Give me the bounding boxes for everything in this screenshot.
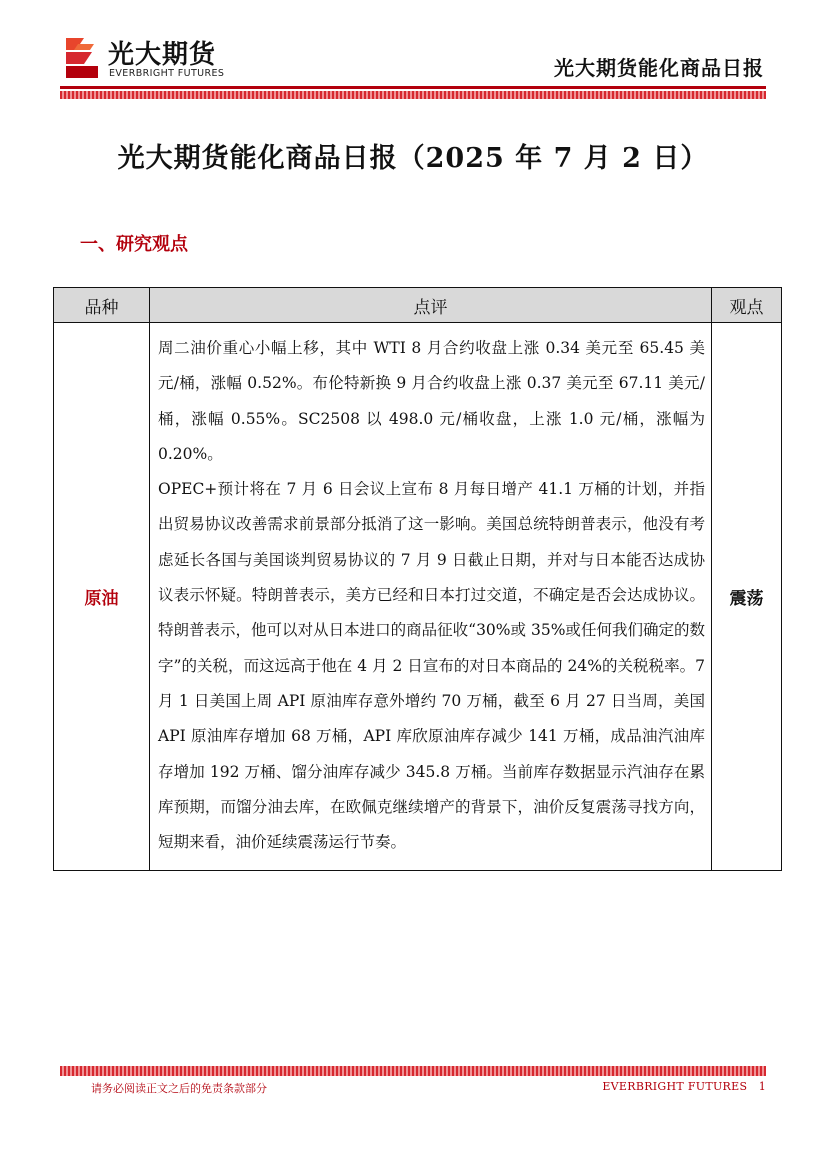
logo-english-name: EVERBRIGHT FUTURES (109, 68, 225, 79)
research-view-table (53, 287, 782, 871)
column-header-comment: 点评 (150, 288, 712, 323)
header-stripe-band (60, 91, 766, 99)
page-header (0, 0, 826, 100)
header-title: 光大期货能化商品日报 (554, 56, 764, 80)
column-header-view: 观点 (712, 288, 782, 323)
section-heading: 一、研究观点 (80, 234, 188, 255)
comment-cell (150, 323, 712, 871)
view-cell: 震荡 (712, 323, 782, 871)
footer-stripe-band (60, 1066, 766, 1076)
page-number: 1 (758, 1080, 766, 1093)
footer-brand-page (602, 1080, 766, 1093)
variety-cell: 原油 (54, 323, 150, 871)
comment-paragraph: OPEC+预计将在 7 月 6 日会议上宣布 8 月每日增产 41.1 万桶的计划，并指出贸易协议改善需求前景部分抵消了这一影响。美国总统特朗普表示，他没有考虑延长各国与美国谈判贸易协议的 7 月 9 日截止日期，并对与日本能否达成协议表示怀疑。特朗普表示，美方已经和日本打过交道，不确定是否会达成协议。特朗普表示，他可以对从日本进口的商品征收“30%或 35%或任何我们确定的数字”的关税，而这远高于他在 4 月 2 日宣布的对日本商品的 24%的关税税率。7 月 1 日美国上周 API 原油库存意外增约 70 万桶，截至 6 月 27 日当周，美国 API 原油库存增加 68 万桶，API 库欣原油库存减少 141 万桶，成品油汽油库存增加 192 万桶、馏分油库存减少 345.8 万桶。当前库存数据显示汽油存在累库预期，而馏分油去库，在欧佩克继续增产的背景下，油价反复震荡寻找方向，短期来看，油价延续震荡运行节奏。 (158, 480, 705, 852)
header-divider (60, 86, 766, 89)
footer-brand: EVERBRIGHT FUTURES (602, 1080, 748, 1093)
logo-chinese-name: 光大期货 (108, 40, 217, 70)
document-title: 光大期货能化商品日报（2025 年 7 月 2 日） (117, 143, 709, 174)
comment-paragraph: 周二油价重心小幅上移，其中 WTI 8 月合约收盘上涨 0.34 美元至 65.45 美元/桶，涨幅 0.52%。布伦特新换 9 月合约收盘上涨 0.37 美元至 67.11 美元/桶，涨幅 0.55%。SC2508 以 498.0 元/桶收盘，上涨 1.0 元/桶，涨幅为 0.20%。 (158, 339, 705, 463)
column-header-variety: 品种 (54, 288, 150, 323)
table-header-row (54, 288, 782, 323)
everbright-logo-icon (64, 36, 98, 80)
footer-disclaimer: 请务必阅读正文之后的免责条款部分 (91, 1082, 267, 1095)
table-row (54, 323, 782, 871)
